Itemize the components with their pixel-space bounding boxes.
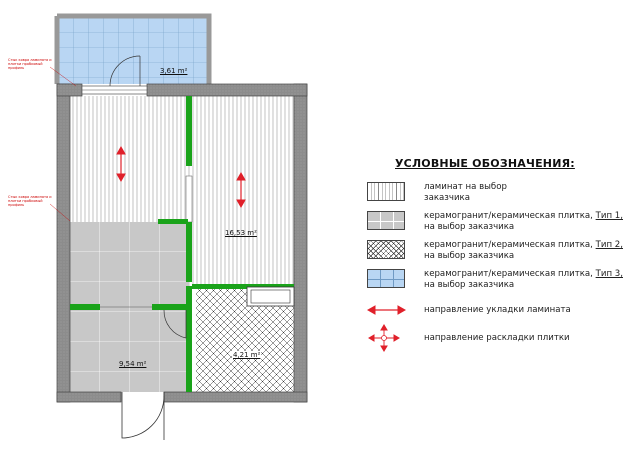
legend-laminate-line2: заказчика [424,193,470,203]
laminate-floor-right [190,96,294,286]
legend-tile1-type: Тип 1, [595,211,623,221]
legend-tile-direction: направление раскладки плитки [424,333,570,343]
main-room-area-label: 16,53 m² [225,229,257,237]
note-left: Стык ковра ламината и плитки пробковый профиль [8,195,52,208]
bath-fixture [247,287,294,306]
laminate-swatch [367,182,405,201]
hallway-area-label: 9,54 m² [119,360,147,368]
tile-type2-swatch [367,240,405,259]
legend-laminate-direction: направление укладки ламината [424,305,571,315]
legend-tile-arrow-icon [369,325,399,351]
entrance-door [122,392,164,440]
legend-tile1-line1a: керамогранит/керамическая плитка, [424,211,596,221]
legend-tile3-type: Тип 3, [595,269,623,279]
bathroom-area-label: 4,21 m² [233,351,261,359]
legend-tile2-line1a: керамогранит/керамическая плитка, [424,240,596,250]
legend-title: УСЛОВНЫЕ ОБОЗНАЧЕНИЯ: [395,157,575,170]
tile-type3-swatch [367,269,405,288]
balcony-area-label: 3,61 m² [160,67,188,75]
tile-type1-swatch [367,211,405,230]
laminate-floor-left [70,96,190,222]
legend-laminate-arrow-icon [368,306,405,314]
legend-laminate-line1: ламинат на выбор [424,182,507,192]
legend-tile3-line2: на выбор заказчика [424,280,515,290]
note-top: Стык ковра ламината и плитки пробковый профиль [8,58,52,71]
legend-tile1-line2: на выбор заказчика [424,222,515,232]
legend-tile2-line2: на выбор заказчика [424,251,515,261]
legend-tile3-line1a: керамогранит/керамическая плитка, [424,269,596,279]
legend-tile2-type: Тип 2, [595,240,623,250]
